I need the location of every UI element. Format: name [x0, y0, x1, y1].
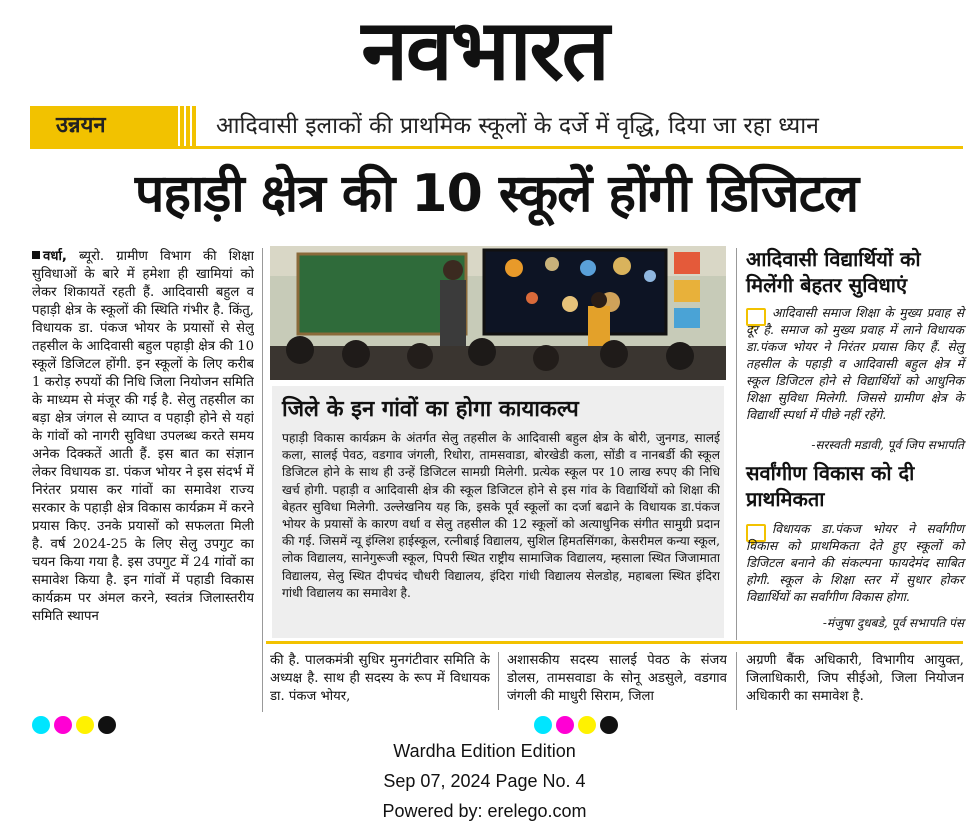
- dateline: वर्धा,: [43, 249, 67, 264]
- column-divider: [262, 248, 263, 712]
- magenta-dot-icon: [556, 716, 574, 734]
- yellow-dot-icon: [578, 716, 596, 734]
- black-dot-icon: [600, 716, 618, 734]
- kicker-label: उन्नयन: [56, 113, 106, 138]
- classroom-photo: [270, 246, 726, 380]
- sub-headline: आदिवासी इलाकों की प्राथमिक स्कूलों के दर्जे में वृद्धि, दिया जा रहा ध्यान: [216, 113, 819, 139]
- article-column-1: [32, 248, 254, 710]
- registration-marks-left: [32, 716, 132, 734]
- square-bullet-icon: [32, 251, 40, 259]
- info-box-heading: जिले के इन गांवों का होगा कायाकल्प: [282, 397, 579, 422]
- sidebar-heading-1: आदिवासी विद्यार्थियों को मिलेंगी बेहतर सुविधाएं: [746, 247, 921, 297]
- footer-date-page: Sep 07, 2024 Page No. 4: [383, 771, 586, 791]
- column-1-text: ब्यूरो. ग्रामीण विभाग की शिक्षा सुविधाओं के बारे में हमेशा ही खामियां को लेकर शिकायतें रहती हैं. आदिवासी बहुल व पहाड़ी क्षेत्र के स्कूलों की स्थिति गंभीर है. किंतु, विधायक डा. पंकज भोयर के प्रयासों से सेलु तहसील के आदिवासी बहुल पहाड़ी क्षेत्र की 10 स्कूलें डिजिटल होंगी. इन स्कूलों के लिए करीब 1 करोड़ रुपयों की निधि जिला नियोजन समिति के माध्यम से मंजूर की गई है. सेलु तहसील का बड़ा क्षेत्र जंगल से व्याप्त व पहाड़ी होने से यहां के गांवों को नागरी सुविधा उपलब्ध करते समय अनेक दिक्कतें आती हैं. इस बात का संज्ञान लेकर विधायक डा. पंकज भोयर ने इस संदर्भ में निरंतर प्रयास कर गांवों का समावेश राज्य सरकार के पहाड़ी क्षेत्र विकास कार्यक्रम में करने प्रयास किए. उनके प्रयासों को सफलता मिली है. वर्ष 2024-25 के लिए सेलु उपगुट का चयन किया गया है. इस उपगुट में 24 गांवों का समावेश किया है. इन गांवों में पहाडी विकास कार्यक्रम पर अंमल करने, स्वतंत्र जिलास्तरीय समिति स्थापन: [32, 249, 254, 624]
- info-box-text: पहाड़ी विकास कार्यक्रम के अंतर्गत सेलु तहसील के आदिवासी बहुल क्षेत्र के बोरी, जुनगड, सालई कला, सालई पेवठ, वडगाव जंगली, रिधोरा, तामसवाडा, बोरखेडी कला, सोंडी व नानबर्डी की स्कूल डिजिटल होने के साथ ही उन्हें डिजिटल सामग्री मिलेगी. प्रत्येक स्कूल पर 10 लाख रुपए की निधि खर्च होगी. पहाड़ी व आदिवासी क्षेत्र की स्कूल डिजिटल होने से इस गांव के विद्यार्थियों को शिक्षा की बेहतर सुविधा मिलेगी. उल्लेखनिय यह कि, इसके पूर्व स्कूलों का दर्जा बढाने के विधायक डा.पंकज भोयर के प्रयासों के कारण वर्धा व सेलु तहसील की 12 स्कूलों को अत्याधुनिक संगीत सामुग्री प्रदान की गई. जिसमें न्यू इंग्लिश हाईस्कूल, रत्नीबाई विद्यालय, सुशिल हिमतसिंगका, केसरीमल कन्या स्कूल, लोक विद्यालय, सानेगुरूजी स्कूल, पिपरी स्थित राष्ट्रीय सामाजिक विद्यालय, म्हसाला स्थित जिजामाता विद्यालय, सेलु स्थित दीपचंद चौधरी विद्यालय, इंदिरा गांधी विद्यालय सेलडोह, महाबला स्थित इंदिरा गांधी विद्यालय का समावेश है.: [282, 431, 720, 600]
- yellow-dot-icon: [76, 716, 94, 734]
- black-dot-icon: [98, 716, 116, 734]
- sidebar-heading-2: सर्वांगीण विकास को दी प्राथमिकता: [746, 461, 915, 511]
- classroom-illustration: [270, 246, 726, 380]
- sidebar-signature-1: -सरस्वती मडावी, पूर्व जिप सभापति: [811, 438, 964, 452]
- cyan-dot-icon: [534, 716, 552, 734]
- footer-edition: Wardha Edition Edition: [393, 741, 576, 761]
- main-headline: पहाड़ी क्षेत्र की 10 स्कूलें होंगी डिजिटल: [134, 164, 859, 224]
- magenta-dot-icon: [54, 716, 72, 734]
- sidebar-signature-2: -मंजुषा दुधबडे, पूर्व सभापति पंस: [822, 616, 964, 630]
- article-column-4: अग्रणी बैंक अधिकारी, विभागीय आयुक्त, जिलाधिकारी, जिप सीईओ, जिला नियोजन अधिकारी का समावेश है.: [746, 653, 964, 704]
- column-divider: [736, 248, 737, 640]
- column-divider: [498, 652, 499, 710]
- column-divider: [736, 652, 737, 710]
- section-rule: [266, 641, 963, 644]
- footer-powered-by[interactable]: Powered by: erelego.com: [382, 801, 587, 821]
- section-kicker: [30, 106, 198, 146]
- sidebar-quote-1: आदिवासी समाज शिक्षा के मुख्य प्रवाह से दूर है. समाज को मुख्य प्रवाह में लाने विधायक डा.पंकज भोयर ने निरंतर प्रयास किए हैं. सेलु तहसील के पहाड़ी व आदिवासी बहुल क्षेत्र में स्कूल डिजिटल होने से विद्यार्थियों को आधुनिक शिक्षा सुविधा मिलेगी. जिससे ग्रामीण क्षेत्र के विद्यार्थी स्पर्धा में पीछे नहीं रहेंगे.: [746, 305, 964, 422]
- sidebar-quote-2: विधायक डा.पंकज भोयर ने सर्वांगीण विकास को प्राथमिकता देते हुए स्कूलों को डिजिटल बनाने की संकल्पना फायदेमंद साबित होगी. स्कूल के शिक्षा स्तर में सुधार होकर विद्यार्थियों का सर्वांगीण विकास होगा.: [746, 521, 964, 604]
- kicker-stripes: [174, 106, 198, 146]
- article-column-2: की है. पालकमंत्री सुधिर मुनगंटीवार समिति के अध्यक्ष है. साथ ही सदस्य के रूप में विधायक डा. पंकज भोयर,: [270, 653, 490, 704]
- cyan-dot-icon: [32, 716, 50, 734]
- newspaper-masthead: नवभारत: [361, 1, 608, 99]
- article-column-3: अशासकीय सदस्य सालई पेवठ के संजय डोलस, तामसवाडा के सोनू अडसुले, वडगाव जंगली की माधुरी सिराम, जिला: [507, 653, 727, 704]
- registration-marks-center: [534, 716, 634, 734]
